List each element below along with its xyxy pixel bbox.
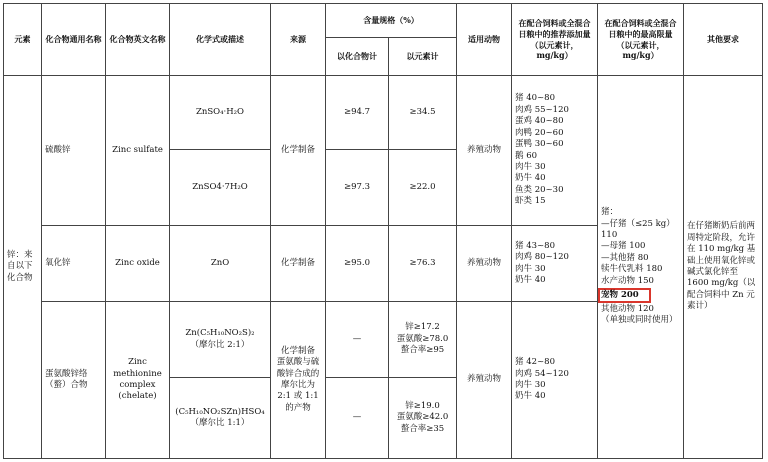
header-other: 其他要求 [684,4,763,76]
english-name: Zinc methionine complex (chelate) [106,302,170,459]
header-maximum: 在配合饲料或全混合日粮中的最高限量（以元素计，mg/kg） [598,4,684,76]
header-english-name: 化合物英文名称 [106,4,170,76]
content-compound: ≥94.7 [326,76,389,150]
header-as-element: 以元素计 [389,38,457,76]
english-name: Zinc oxide [106,226,170,302]
element-cell: 锌：来自以下化合物 [4,76,42,459]
content-element: 锌≥19.0 蛋氨酸≥42.0 螯合率≥35 [389,378,457,459]
max-line: 猪： [601,207,619,218]
max-line: （单独或同时使用） [601,315,678,326]
content-compound: — [326,378,389,459]
max-line: 其他动物 120 [601,303,654,314]
target-animals: 养殖动物 [457,226,512,302]
content-element: ≥76.3 [389,226,457,302]
compound-name: 硫酸锌 [42,76,106,226]
zinc-additive-table [3,3,763,459]
compound-name: 氧化锌 [42,226,106,302]
header-target-animals: 适用动物 [457,4,512,76]
max-line: 犊牛代乳料 180 [601,264,663,275]
recommended-dosage: 猪 42~80 肉鸡 54~120 肉牛 30 奶牛 40 [512,302,598,459]
formula-cell: Zn(C₅H₁₀NO₂S)₂ （摩尔比 2:1） [170,302,271,378]
header-row [4,4,763,38]
header-recommended: 在配合饲料或全混合日粮中的推荐添加量（以元素计，mg/kg） [512,4,598,76]
compound-name: 蛋氨酸锌络（螯）合物 [42,302,106,459]
content-element: ≥22.0 [389,150,457,226]
content-element: 锌≥17.2 蛋氨酸≥78.0 螯合率≥95 [389,302,457,378]
header-generic-name: 化合物通用名称 [42,4,106,76]
maximum-limit-cell [598,76,684,459]
max-line: —仔猪（≤25 kg）110 [601,218,675,241]
header-source: 来源 [271,4,326,76]
formula-cell: ZnSO₄·H₂O [170,76,271,150]
english-name: Zinc sulfate [106,76,170,226]
source-cell: 化学制备 [271,76,326,226]
formula-cell: (C₅H₁₀NO₂SZn)HSO₄ （摩尔比 1:1） [170,378,271,459]
other-requirement: 在仔猪断奶后前两周特定阶段，允许在 110 mg/kg 基础上使用氧化锌或碱式氯化锌至 1600 mg/kg（以配合饲料中 Zn 元素计） [684,76,763,459]
highlighted-pet-limit: 宠物 200 [598,288,651,303]
header-formula: 化学式或描述 [170,4,271,76]
max-line: —母猪 100 [601,241,646,252]
recommended-dosage: 猪 43~80 肉鸡 80~120 肉牛 30 奶牛 40 [512,226,598,302]
target-animals: 养殖动物 [457,76,512,226]
recommended-dosage: 猪 40~80 肉鸡 55~120 蛋鸡 40~80 肉鸭 20~60 蛋鸭 30~60 鹅 60 肉牛 30 奶牛 40 鱼类 20~30 虾类 15 [512,76,598,226]
content-compound: ≥97.3 [326,150,389,226]
content-element: ≥34.5 [389,76,457,150]
formula-cell: ZnSO4·7H₂O [170,150,271,226]
header-content-spec: 含量规格（%） [326,4,457,38]
table-row [4,76,763,150]
header-as-compound: 以化合物计 [326,38,389,76]
formula-cell: ZnO [170,226,271,302]
target-animals: 养殖动物 [457,302,512,459]
source-cell: 化学制备 蛋氨酸与硫酸锌合成的摩尔比为 2:1 或 1:1 的产物 [271,302,326,459]
max-line: 水产动物 150 [601,275,654,286]
max-line: —其他猪 80 [601,252,649,263]
header-element: 元素 [4,4,42,76]
content-compound: ≥95.0 [326,226,389,302]
content-compound: — [326,302,389,378]
source-cell: 化学制备 [271,226,326,302]
